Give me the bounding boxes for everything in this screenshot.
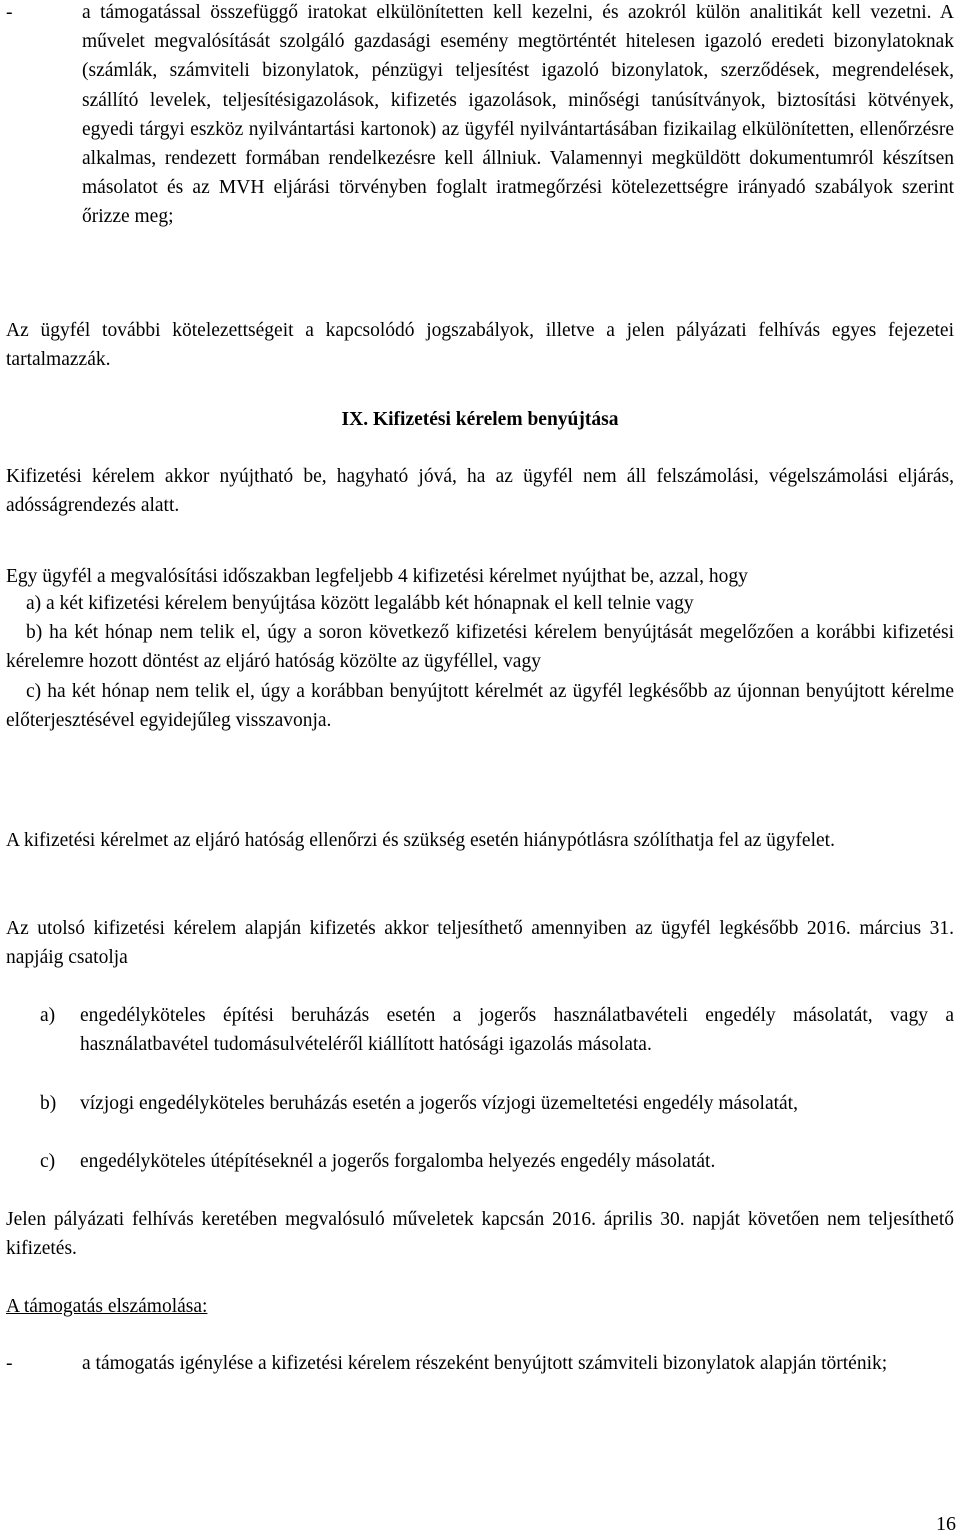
payment-limit-intro: Egy ügyfél a megvalósítási időszakban legfeljebb 4 kifizetési kérelmet nyújthat be, azzal, hogy [6, 566, 748, 587]
settlement-heading-text: A támogatás elszámolása: [6, 1296, 208, 1317]
page-number: 16 [936, 1513, 956, 1535]
settlement-text: a támogatás igénylése a kifizetési kérelem részeként benyújtott számviteli bizonylatok alapján történik; [82, 1353, 888, 1374]
list-dash: - [6, 1353, 13, 1374]
permit-text-a: engedélyköteles építési beruházás esetén a jogerős használatbavételi engedély másolatát, vagy a használatbavétel tudomásulvételéről kiállított hatósági igazolás másolata. [80, 1005, 954, 1056]
settlement-heading [6, 1292, 954, 1321]
list-dash: - [6, 2, 13, 23]
payment-limit-item-a: a) a két kifizetési kérelem benyújtása között legalább két hónapnak el kell telnie vagy [26, 593, 694, 614]
payment-limit-item-b: b) ha két hónap nem telik el, úgy a soron következő kifizetési kérelem benyújtását megelőzően a korábbi kifizetési kérelemre hozott döntést az eljáró hatóság közölte az ügyféllel, vagy [6, 622, 954, 673]
last-payment-paragraph: Az utolsó kifizetési kérelem alapján kifizetés akkor teljesíthető amennyiben az ügyfél legkésőbb 2016. március 31. napjáig csatolja [6, 918, 954, 969]
review-paragraph: A kifizetési kérelmet az eljáró hatóság ellenőrzi és szükség esetén hiánypótlásra szólíthatja fel az ügyfelet. [6, 830, 835, 851]
payment-limit-section [6, 559, 954, 735]
permit-list-item-c [6, 1147, 954, 1176]
obligations-paragraph: Az ügyfél további kötelezettségeit a kapcsolódó jogszabályok, illetve a jelen pályázati felhívás egyes fejezetei tartalmazzák. [6, 320, 954, 371]
obligation-text: a támogatással összefüggő iratokat elkülönítetten kell kezelni, és azokról külön analitikát kell vezetni. A művelet megvalósítását szolgáló gazdasági esemény megtörténtét hitelesen igazoló eredeti bizonylatoknak (számlák, számviteli bizonylatok, pénzügyi teljesítést igazoló bizonylatok, szerződések, megrendelések, szállító levelek, teljesítésigazolások, kifizetés igazolások, minőségi tanúsítványok, biztosítási kötvények, egyedi tárgyi eszköz nyilvántartási kartonok) az ügyfél nyilvántartásában fizikailag elkülönítetten, ellenőrzésre alkalmas, rendezett formában rendelkezésre kell állniuk. Valamennyi megküldött dokumentumról készítsen másolatot és az MVH eljárási törvényben foglalt iratmegőrzési kötelezettségre irányadó szabályok szerint őrizze meg; [82, 2, 954, 228]
settlement-list-item [6, 1349, 954, 1378]
permit-list-item-b [6, 1089, 954, 1118]
payment-conditions-paragraph: Kifizetési kérelem akkor nyújtható be, hagyható jóvá, ha az ügyfél nem áll felszámolási, végelszámolási eljárás, adósságrendezés alatt. [6, 466, 954, 517]
permit-list-item-a [6, 1001, 954, 1059]
permit-text-b: vízjogi engedélyköteles beruházás esetén a jogerős vízjogi üzemeltetési engedély másolatát, [80, 1093, 798, 1114]
permit-text-c: engedélyköteles útépítéseknél a jogerős forgalomba helyezés engedély másolatát. [80, 1151, 716, 1172]
permit-marker-b: b) [40, 1093, 57, 1114]
deadline-paragraph: Jelen pályázati felhívás keretében megvalósuló műveletek kapcsán 2016. április 30. napját követően nem teljesíthető kifizetés. [6, 1209, 954, 1260]
section-heading: IX. Kifizetési kérelem benyújtása [341, 409, 619, 430]
permit-marker-c: c) [40, 1151, 56, 1172]
permit-marker-a: a) [40, 1005, 56, 1026]
obligation-list-item [6, 0, 954, 232]
payment-limit-item-c: c) ha két hónap nem telik el, úgy a korábban benyújtott kérelmét az ügyfél legkésőbb az újonnan benyújtott kérelme előterjesztésével egyidejűleg visszavonja. [6, 680, 954, 731]
